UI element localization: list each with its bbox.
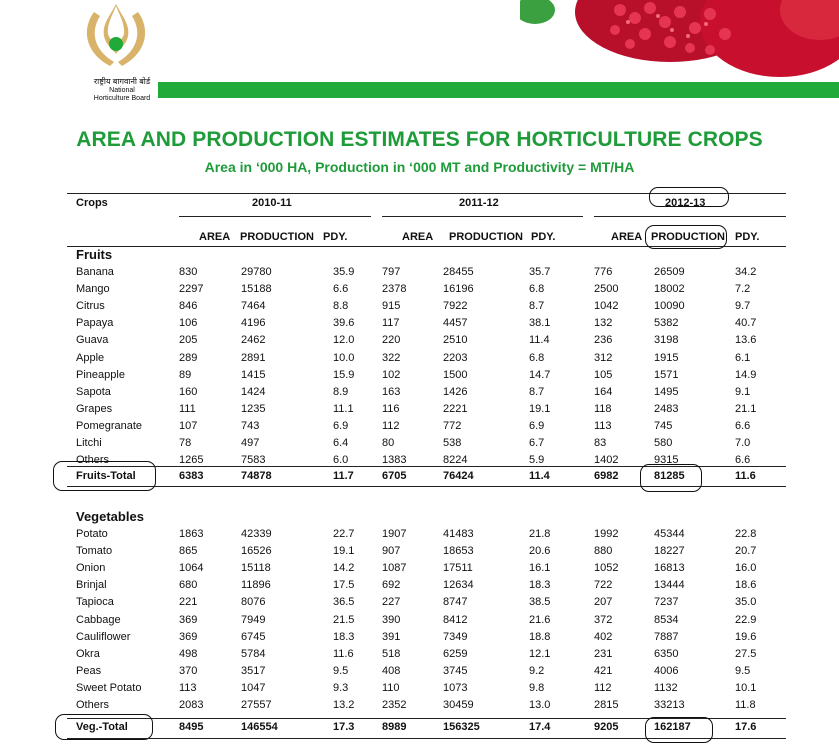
table-cell: 2891 xyxy=(241,351,266,364)
vegetables-total-value: 8495 xyxy=(179,721,204,733)
table-cell: 16.1 xyxy=(529,562,551,575)
table-cell: 2083 xyxy=(179,699,204,711)
table-cell: 6259 xyxy=(443,647,468,660)
table-cell: 6.6 xyxy=(735,419,751,432)
table-cell: 113 xyxy=(179,681,197,694)
table-cell: 391 xyxy=(382,630,401,643)
crop-name: Onion xyxy=(76,562,106,575)
table-cell: 4457 xyxy=(443,317,468,330)
table-cell: 322 xyxy=(382,351,401,364)
table-cell: 10.0 xyxy=(333,351,355,364)
table-cell: 2815 xyxy=(594,699,619,711)
table-cell: 1500 xyxy=(443,368,468,381)
table-cell: 21.5 xyxy=(333,613,355,626)
table-cell: 19.6 xyxy=(735,630,757,643)
table-cell: 6.6 xyxy=(333,283,349,296)
vegetables-total-value: 17.4 xyxy=(529,721,551,733)
table-cell: 372 xyxy=(594,613,613,626)
table-cell: 6.6 xyxy=(735,454,751,467)
table-cell: 18653 xyxy=(443,545,474,558)
table-cell: 17511 xyxy=(443,562,473,575)
table-cell: 22.9 xyxy=(735,613,757,626)
table-cell: 36.5 xyxy=(333,596,355,609)
table-cell: 118 xyxy=(594,402,612,415)
table-cell: 7949 xyxy=(241,613,266,626)
table-cell: 20.7 xyxy=(735,545,757,558)
table-cell: 6.1 xyxy=(735,351,751,364)
table-cell: 6.8 xyxy=(529,351,545,364)
year-header: 2012-13 xyxy=(665,197,706,209)
table-cell: 7922 xyxy=(443,300,468,313)
crop-name: Cabbage xyxy=(76,613,121,626)
table-cell: 498 xyxy=(179,647,198,660)
table-cell: 8.8 xyxy=(333,300,349,313)
crop-name: Guava xyxy=(76,334,109,347)
table-cell: 10090 xyxy=(654,300,685,313)
column-header: PDY. xyxy=(735,231,760,243)
fruits-total-value: 76424 xyxy=(443,470,474,482)
table-cell: 408 xyxy=(382,664,401,677)
table-cell: 39.6 xyxy=(333,317,355,330)
table-cell: 3517 xyxy=(241,664,266,677)
table-cell: 8.7 xyxy=(529,300,545,313)
crop-name: Sapota xyxy=(76,385,111,398)
table-cell: 9.1 xyxy=(735,385,751,398)
table-cell: 1042 xyxy=(594,300,619,313)
table-cell: 776 xyxy=(594,266,613,278)
table-cell: 1087 xyxy=(382,562,407,575)
table-cell: 5784 xyxy=(241,647,266,660)
table-cell: 9.3 xyxy=(333,681,349,694)
table-cell: 2352 xyxy=(382,699,407,711)
crop-name: Apple xyxy=(76,351,105,364)
table-cell: 27557 xyxy=(241,699,272,711)
table-cell: 743 xyxy=(241,419,260,432)
table-cell: 6.9 xyxy=(529,419,545,432)
table-cell: 518 xyxy=(382,647,401,660)
table-cell: 117 xyxy=(382,317,400,330)
table-cell: 538 xyxy=(443,437,462,449)
table-cell: 35.0 xyxy=(735,596,757,609)
highlight-veg-production xyxy=(645,717,713,743)
table-cell: 4196 xyxy=(241,317,266,330)
table-cell: 15118 xyxy=(241,562,271,575)
table-cell: 1132 xyxy=(654,681,678,694)
crop-name: Papaya xyxy=(76,317,114,330)
nhb-logo xyxy=(58,2,170,102)
vegetables-total-value: 8989 xyxy=(382,721,407,733)
table-cell: 236 xyxy=(594,334,613,347)
table-cell: 80 xyxy=(382,437,395,449)
fruits-total-value: 6383 xyxy=(179,470,204,482)
crop-name: Others xyxy=(76,699,110,711)
table-cell: 1495 xyxy=(654,385,679,398)
table-cell: 1426 xyxy=(443,385,468,398)
table-cell: 6.8 xyxy=(529,283,545,296)
fruits-total-value: 6705 xyxy=(382,470,407,482)
table-cell: 16813 xyxy=(654,562,685,575)
table-cell: 1863 xyxy=(179,528,204,540)
table-cell: 27.5 xyxy=(735,647,757,660)
table-cell: 30459 xyxy=(443,699,474,711)
column-header: PDY. xyxy=(323,231,348,243)
crop-name: Sweet Potato xyxy=(76,681,142,694)
year-rule-2012-13 xyxy=(594,216,786,217)
table-cell: 16196 xyxy=(443,283,474,296)
table-cell: 22.7 xyxy=(333,528,355,540)
table-cell: 15188 xyxy=(241,283,272,296)
table-cell: 13444 xyxy=(654,579,685,592)
table-cell: 9.5 xyxy=(333,664,349,677)
table-cell: 18227 xyxy=(654,545,685,558)
table-cell: 865 xyxy=(179,545,198,558)
column-header: PDY. xyxy=(531,231,556,243)
table-cell: 21.1 xyxy=(735,402,757,415)
logo-english-line-2: Horticulture Board xyxy=(93,95,151,102)
table-cell: 8747 xyxy=(443,596,468,609)
column-header: AREA xyxy=(199,231,231,243)
column-header: PRODUCTION xyxy=(651,231,725,243)
table-cell: 6745 xyxy=(241,630,266,643)
table-cell: 78 xyxy=(179,437,192,449)
table-cell: 35.7 xyxy=(529,266,551,278)
table-cell: 111 xyxy=(179,402,196,415)
table-cell: 14.7 xyxy=(529,368,551,381)
table-cell: 7237 xyxy=(654,596,679,609)
vegetables-total-value: 146554 xyxy=(241,721,278,733)
table-cell: 6.9 xyxy=(333,419,349,432)
table-cell: 160 xyxy=(179,385,198,398)
table-cell: 692 xyxy=(382,579,401,592)
highlight-fruits-total xyxy=(53,461,156,491)
table-cell: 19.1 xyxy=(333,545,355,558)
table-cell: 390 xyxy=(382,613,401,626)
table-cell: 13.2 xyxy=(333,699,355,711)
table-cell: 132 xyxy=(594,317,613,330)
table-cell: 18.8 xyxy=(529,630,551,643)
crop-name: Litchi xyxy=(76,437,102,449)
table-cell: 11.6 xyxy=(333,647,354,660)
table-cell: 312 xyxy=(594,351,613,364)
table-cell: 8224 xyxy=(443,454,468,467)
table-cell: 89 xyxy=(179,368,192,381)
table-cell: 11.8 xyxy=(735,699,756,711)
table-cell: 164 xyxy=(594,385,613,398)
table-cell: 2500 xyxy=(594,283,619,296)
year-header: 2010-11 xyxy=(252,197,292,209)
table-cell: 7464 xyxy=(241,300,266,313)
fruits-total-value: 11.7 xyxy=(333,470,354,482)
crop-name: Citrus xyxy=(76,300,105,313)
table-cell: 722 xyxy=(594,579,613,592)
table-cell: 1052 xyxy=(594,562,619,575)
table-cell: 22.8 xyxy=(735,528,757,540)
table-cell: 1265 xyxy=(179,454,204,467)
section-heading-fruits: Fruits xyxy=(76,247,113,262)
table-cell: 1064 xyxy=(179,562,204,575)
table-cell: 5.9 xyxy=(529,454,545,467)
table-cell: 19.1 xyxy=(529,402,551,415)
column-header: PRODUCTION xyxy=(240,231,314,243)
table-cell: 107 xyxy=(179,419,198,432)
table-cell: 1073 xyxy=(443,681,468,694)
column-header: PRODUCTION xyxy=(449,231,523,243)
table-cell: 2203 xyxy=(443,351,468,364)
table-cell: 6350 xyxy=(654,647,679,660)
table-cell: 2483 xyxy=(654,402,679,415)
table-cell: 1907 xyxy=(382,528,407,540)
table-cell: 2221 xyxy=(443,402,468,415)
vegetables-total-label: Veg.-Total xyxy=(76,721,128,733)
table-cell: 227 xyxy=(382,596,401,609)
table-cell: 106 xyxy=(179,317,198,330)
table-cell: 7583 xyxy=(241,454,266,467)
table-cell: 830 xyxy=(179,266,198,278)
table-cell: 205 xyxy=(179,334,198,347)
table-cell: 8076 xyxy=(241,596,266,609)
table-cell: 33213 xyxy=(654,699,685,711)
table-cell: 1424 xyxy=(241,385,266,398)
table-cell: 1415 xyxy=(241,368,266,381)
fruits-total-value: 74878 xyxy=(241,470,272,482)
table-cell: 880 xyxy=(594,545,613,558)
table-cell: 369 xyxy=(179,630,198,643)
table-cell: 29780 xyxy=(241,266,272,278)
table-cell: 8534 xyxy=(654,613,679,626)
table-cell: 680 xyxy=(179,579,198,592)
table-cell: 11.4 xyxy=(529,334,550,347)
page-subtitle: Area in ‘000 HA, Production in ‘000 MT and Productivity = MT/HA xyxy=(204,159,635,175)
table-cell: 15.9 xyxy=(333,368,355,381)
highlight-year-2012-13 xyxy=(649,187,729,207)
table-cell: 797 xyxy=(382,266,401,278)
table-cell: 497 xyxy=(241,437,260,449)
table-cell: 12.1 xyxy=(529,647,551,660)
table-cell: 18.3 xyxy=(333,630,355,643)
table-cell: 4006 xyxy=(654,664,679,677)
table-cell: 16.0 xyxy=(735,562,757,575)
table-cell: 7349 xyxy=(443,630,468,643)
table-cell: 9.2 xyxy=(529,664,545,677)
table-cell: 7.2 xyxy=(735,283,751,296)
table-cell: 112 xyxy=(594,681,612,694)
table-cell: 105 xyxy=(594,368,613,381)
table-cell: 370 xyxy=(179,664,198,677)
table-cell: 7.0 xyxy=(735,437,751,449)
table-cell: 17.5 xyxy=(333,579,355,592)
pomegranate-image xyxy=(520,0,839,78)
table-cell: 11.1 xyxy=(333,402,354,415)
vegetables-total-value: 17.3 xyxy=(333,721,355,733)
column-header: AREA xyxy=(611,231,643,243)
crop-name: Potato xyxy=(76,528,108,540)
table-cell: 1402 xyxy=(594,454,619,467)
year-rule-2010-11 xyxy=(179,216,371,217)
table-cell: 2510 xyxy=(443,334,468,347)
table-cell: 1915 xyxy=(654,351,679,364)
year-rule-2011-12 xyxy=(382,216,583,217)
table-cell: 231 xyxy=(594,647,613,660)
crop-name: Peas xyxy=(76,664,102,677)
table-cell: 21.6 xyxy=(529,613,551,626)
fruits-total-value: 81285 xyxy=(654,470,685,482)
crop-name: Grapes xyxy=(76,402,113,415)
table-cell: 28455 xyxy=(443,266,474,278)
table-cell: 1235 xyxy=(241,402,266,415)
fruits-total-label: Fruits-Total xyxy=(76,470,136,482)
table-cell: 9315 xyxy=(654,454,679,467)
vegetables-total-value: 162187 xyxy=(654,721,691,733)
table-cell: 2462 xyxy=(241,334,266,347)
column-header: AREA xyxy=(402,231,434,243)
table-cell: 26509 xyxy=(654,266,685,278)
table-cell: 846 xyxy=(179,300,198,313)
table-cell: 772 xyxy=(443,419,462,432)
table-cell: 6.4 xyxy=(333,437,349,449)
crop-name: Tomato xyxy=(76,545,113,558)
table-cell: 41483 xyxy=(443,528,474,540)
table-cell: 5382 xyxy=(654,317,679,330)
table-cell: 10.1 xyxy=(735,681,757,694)
table-cell: 2297 xyxy=(179,283,204,296)
table-cell: 3198 xyxy=(654,334,679,347)
page-title: AREA AND PRODUCTION ESTIMATES FOR HORTICULTURE CROPS xyxy=(76,128,763,151)
table-cell: 907 xyxy=(382,545,401,558)
year-header: 2011-12 xyxy=(459,197,499,209)
fruits-total-value: 11.4 xyxy=(529,470,550,482)
crop-name: Brinjal xyxy=(76,579,107,592)
table-cell: 110 xyxy=(382,681,400,694)
vegetables-total-value: 156325 xyxy=(443,721,480,733)
table-cell: 16526 xyxy=(241,545,272,558)
table-cell: 6.0 xyxy=(333,454,349,467)
highlight-veg-total xyxy=(55,714,153,740)
table-cell: 35.9 xyxy=(333,266,355,278)
crop-name: Tapioca xyxy=(76,596,114,609)
table-cell: 8.9 xyxy=(333,385,349,398)
table-cell: 9.7 xyxy=(735,300,751,313)
table-cell: 402 xyxy=(594,630,613,643)
table-cell: 21.8 xyxy=(529,528,551,540)
table-cell: 163 xyxy=(382,385,401,398)
table-cell: 421 xyxy=(594,664,613,677)
table-cell: 38.1 xyxy=(529,317,551,330)
highlight-production-header xyxy=(645,225,727,249)
table-cell: 12.0 xyxy=(333,334,355,347)
table-cell: 42339 xyxy=(241,528,272,540)
table-cell: 18002 xyxy=(654,283,685,296)
table-cell: 83 xyxy=(594,437,607,449)
table-cell: 289 xyxy=(179,351,198,364)
crop-name: Pineapple xyxy=(76,368,125,381)
table-cell: 102 xyxy=(382,368,401,381)
table-cell: 13.6 xyxy=(735,334,757,347)
table-cell: 1992 xyxy=(594,528,619,540)
crop-name: Pomegranate xyxy=(76,419,143,432)
logo-english-text xyxy=(72,87,172,103)
crop-name: Cauliflower xyxy=(76,630,131,643)
table-cell: 13.0 xyxy=(529,699,551,711)
table-cell: 220 xyxy=(382,334,401,347)
table-cell: 18.6 xyxy=(735,579,757,592)
table-cell: 18.3 xyxy=(529,579,551,592)
table-cell: 580 xyxy=(654,437,673,449)
table-cell: 45344 xyxy=(654,528,685,540)
table-cell: 3745 xyxy=(443,664,468,677)
table-cell: 40.7 xyxy=(735,317,757,330)
table-cell: 14.9 xyxy=(735,368,757,381)
table-cell: 221 xyxy=(179,596,198,609)
logo-hindi-text: राष्ट्रीय बागवानी बोर्ड xyxy=(93,77,151,86)
table-cell: 7887 xyxy=(654,630,679,643)
table-cell: 745 xyxy=(654,419,673,432)
table-cell: 6.7 xyxy=(529,437,545,449)
table-cell: 1047 xyxy=(241,681,266,694)
vegetables-total-value: 9205 xyxy=(594,721,619,733)
table-cell: 1571 xyxy=(654,368,679,381)
table-cell: 8412 xyxy=(443,613,468,626)
table-cell: 14.2 xyxy=(333,562,355,575)
table-cell: 20.6 xyxy=(529,545,551,558)
table-cell: 2378 xyxy=(382,283,407,296)
fruits-total-value: 6982 xyxy=(594,470,619,482)
table-cell: 12634 xyxy=(443,579,474,592)
flame-logo-icon xyxy=(80,2,152,76)
logo-english-line-1: National xyxy=(109,87,135,94)
table-cell: 112 xyxy=(382,419,400,432)
table-cell: 34.2 xyxy=(735,266,757,278)
section-heading-vegetables: Vegetables xyxy=(76,509,144,524)
table-cell: 915 xyxy=(382,300,401,313)
table-cell: 11896 xyxy=(241,579,271,592)
crops-header: Crops xyxy=(76,197,108,209)
table-cell: 9.5 xyxy=(735,664,751,677)
table-cell: 113 xyxy=(594,419,612,432)
vegetables-total-value: 17.6 xyxy=(735,721,757,733)
crop-name: Banana xyxy=(76,266,114,278)
table-cell: 8.7 xyxy=(529,385,545,398)
highlight-fruits-production xyxy=(640,464,702,492)
table-cell: 116 xyxy=(382,402,400,415)
crop-name: Mango xyxy=(76,283,110,296)
table-cell: 207 xyxy=(594,596,613,609)
table-cell: 369 xyxy=(179,613,198,626)
table-cell: 1383 xyxy=(382,454,407,467)
crop-name: Others xyxy=(76,454,110,467)
table-cell: 38.5 xyxy=(529,596,551,609)
table-cell: 9.8 xyxy=(529,681,545,694)
header-green-bar xyxy=(158,82,839,98)
fruits-total-value: 11.6 xyxy=(735,470,756,482)
crop-name: Okra xyxy=(76,647,100,660)
